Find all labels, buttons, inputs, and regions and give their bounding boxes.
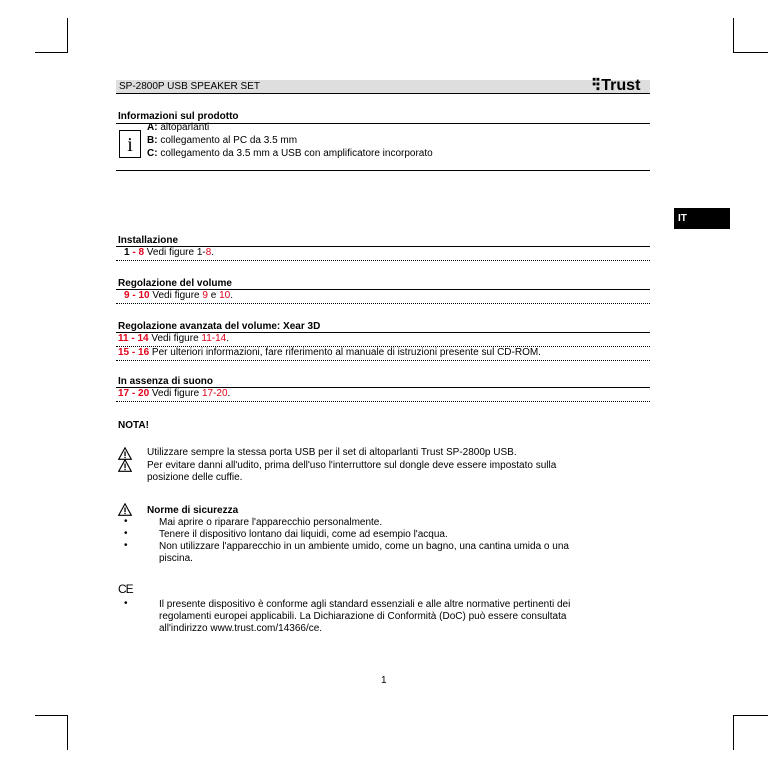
crop-mark-bottom-left-v bbox=[67, 715, 68, 750]
safety-item-3-line-2: piscina. bbox=[159, 553, 193, 564]
ce-mark: CE bbox=[118, 582, 133, 596]
warning-icon bbox=[118, 459, 132, 472]
product-item-c: C: collegamento da 3.5 mm a USB con amplificatore incorporato bbox=[147, 148, 433, 159]
ce-line-2: regolamenti europei applicabili. La Dichiarazione di Conformità (DoC) può essere consultata bbox=[159, 611, 567, 622]
suono-heading: In assenza di suono bbox=[118, 376, 214, 387]
svg-text:Trust: Trust bbox=[601, 76, 641, 92]
nota-item-2-line-2: posizione delle cuffie. bbox=[147, 472, 243, 483]
xear-dotted-rule-2 bbox=[116, 360, 650, 361]
xear-heading: Regolazione avanzata del volume: Xear 3D bbox=[118, 321, 321, 332]
svg-text:i: i bbox=[127, 134, 133, 156]
suono-row: 17 - 20 Vedi figure 17-20. bbox=[118, 388, 231, 399]
installazione-row: 1 - 8 Vedi figure 1-8. bbox=[124, 247, 215, 258]
crop-mark-top-right-h bbox=[733, 52, 768, 53]
xear-row-2: 15 - 16 Per ulteriori informazioni, fare riferimento al manuale di istruzioni presente sul CD-ROM. bbox=[118, 347, 541, 358]
safety-item-3-line-1: Non utilizzare l'apparecchio in un ambiente umido, come un bagno, una cantina umida o una bbox=[159, 541, 569, 552]
ce-line-3: all'indirizzo www.trust.com/14366/ce. bbox=[159, 623, 323, 634]
crop-mark-top-right-v bbox=[733, 18, 734, 53]
ce-line-1: Il presente dispositivo è conforme agli standard essenziali e alle altre normative pertinenti dei bbox=[159, 599, 571, 610]
bullet: • bbox=[124, 516, 128, 527]
page-number: 1 bbox=[381, 675, 387, 686]
crop-mark-top-left-h bbox=[35, 52, 67, 53]
product-item-b: B: collegamento al PC da 3.5 mm bbox=[147, 135, 298, 146]
installazione-dotted-rule bbox=[116, 260, 650, 261]
suono-dotted-rule bbox=[116, 401, 650, 402]
bullet: • bbox=[124, 528, 128, 539]
info-icon bbox=[119, 130, 141, 158]
volume-heading: Regolazione del volume bbox=[118, 278, 232, 289]
safety-item-2: Tenere il dispositivo lontano dai liquidi, come ad esempio l'acqua. bbox=[159, 529, 448, 540]
language-tab: IT bbox=[674, 208, 730, 229]
nota-item-2-line-1: Per evitare danni all'udito, prima dell'uso l'interruttore sul dongle deve essere impostato sulla bbox=[147, 460, 557, 471]
header-rule bbox=[116, 93, 650, 94]
crop-mark-bottom-right-v bbox=[733, 715, 734, 750]
volume-row: 9 - 10 Vedi figure 9 e 10. bbox=[124, 290, 233, 301]
safety-heading: Norme di sicurezza bbox=[147, 505, 239, 516]
crop-mark-bottom-right-h bbox=[733, 715, 768, 716]
nota-heading: NOTA! bbox=[118, 420, 149, 431]
nota-item-1: Utilizzare sempre la stessa porta USB per il set di altoparlanti Trust SP-2800p USB. bbox=[147, 447, 517, 458]
bullet: • bbox=[124, 598, 128, 609]
header-title: SP-2800P USB SPEAKER SET bbox=[119, 81, 260, 92]
crop-mark-bottom-left-h bbox=[35, 715, 67, 716]
trust-logo bbox=[591, 75, 653, 92]
bullet: • bbox=[124, 540, 128, 551]
safety-item-1: Mai aprire o riparare l'apparecchio personalmente. bbox=[159, 517, 383, 528]
installazione-heading: Installazione bbox=[118, 235, 179, 246]
product-item-a: A: altoparlanti bbox=[147, 122, 210, 133]
warning-icon bbox=[118, 503, 132, 516]
product-heading: Informazioni sul prodotto bbox=[118, 111, 239, 122]
crop-mark-top-left-v bbox=[67, 18, 68, 53]
volume-dotted-rule bbox=[116, 303, 650, 304]
product-bottom-rule bbox=[116, 170, 650, 171]
xear-row-1: 11 - 14 Vedi figure 11-14. bbox=[118, 333, 230, 344]
